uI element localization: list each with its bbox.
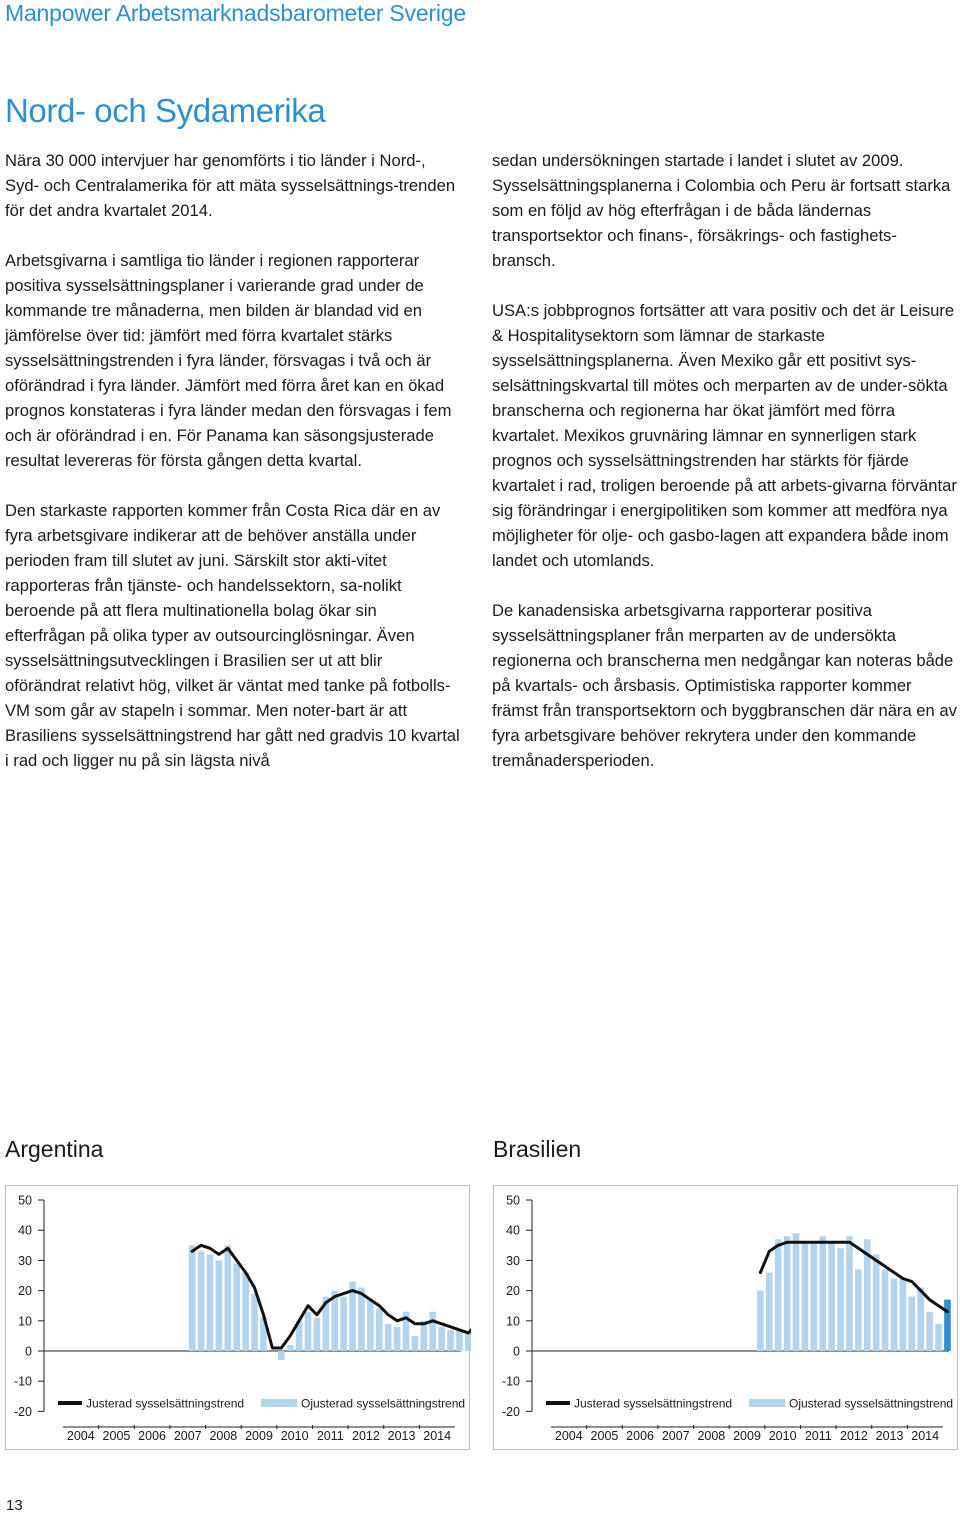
bar — [775, 1239, 782, 1351]
bar — [340, 1297, 347, 1351]
paragraph: Arbetsgivarna i samtliga tio länder i regionen rapporterar positiva sysselsättningsplaner i varierande grad under de kommande tre månaderna, men bilden är blandad vid en jämförelse över tid: jämfört med förra kvartalet stärks sysselsättningstrenden i fyra länder, försvagas i två och är oförändrad i fyra länder. Jämfört med förra året kan en ökad prognos konstateras i fyra länder medan den försvagas i fem och är oförändrad i en. För Panama kan säsongsjusterade resultat levereras för första gången detta kvartal. — [5, 251, 452, 470]
bar — [207, 1254, 214, 1351]
x-tick-label: 2011 — [316, 1429, 344, 1443]
bar — [819, 1236, 826, 1351]
legend-label: Ojusterad sysselsättningstrend — [789, 1396, 954, 1411]
right-text-column — [492, 148, 960, 798]
y-tick-label: 30 — [506, 1253, 520, 1268]
x-tick-label: 2013 — [875, 1429, 904, 1443]
x-tick-label: 2007 — [661, 1429, 690, 1443]
bar — [358, 1288, 365, 1351]
paragraph: De kanadensiska arbetsgivarna rapporterar positiva sysselsättningsplaner från merparten av de undersökta regionerna och branscherna men nedgångar kan noteras både på kvartals- och årsbasis. Optimistiska rapporter kommer främst från transportsektorn och byggbranschen där nära en av fyra arbetsgivare behöver rekrytera under den kommande tremånadersperioden. — [492, 601, 957, 770]
bar — [917, 1288, 924, 1351]
legend-swatch-bar — [261, 1399, 297, 1407]
chart-svg — [6, 1186, 471, 1451]
page-header — [5, 0, 466, 28]
legend-swatch-bar — [749, 1399, 785, 1407]
bar — [198, 1251, 205, 1351]
chart-argentina — [5, 1185, 470, 1450]
bar — [837, 1248, 844, 1351]
x-tick-label: 2014 — [423, 1429, 452, 1443]
header-title: Manpower Arbetsmarknadsbarometer — [5, 0, 384, 26]
bar — [438, 1327, 445, 1351]
x-tick-label: 2006 — [138, 1429, 166, 1443]
bar — [429, 1312, 436, 1351]
x-tick-label: 2011 — [804, 1429, 832, 1443]
bar — [891, 1279, 898, 1351]
bar — [935, 1324, 942, 1351]
bar — [447, 1330, 454, 1351]
y-tick-label: 40 — [506, 1223, 520, 1238]
x-tick-label: 2004 — [66, 1429, 95, 1443]
x-tick-label: 2012 — [840, 1429, 868, 1443]
chart-svg — [494, 1186, 959, 1451]
paragraph: Nära 30 000 intervjuer har genomförts i tio länder i Nord-, Syd- och Centralamerika för att mäta sysselsättnings-trenden för det andra kvartalet 2014. — [5, 151, 456, 220]
x-tick-label: 2005 — [102, 1429, 131, 1443]
bar — [233, 1263, 240, 1351]
bar — [873, 1254, 880, 1351]
bar — [465, 1333, 471, 1351]
bar — [855, 1269, 862, 1351]
chart-title-brasilien: Brasilien — [493, 1136, 582, 1162]
paragraph: Den starkaste rapporten kommer från Costa Rica där en av fyra arbetsgivare indikerar att de behöver anställa under perioden fram till slutet av juni. Särskilt stor akti-vitet rapporteras från tjänste- och handelssektorn, sa-nolikt beroende på att flera multinationella bolag ökar sin efterfrågan på olika typer av outsourcinglösningar. Även sysselsättningsutvecklingen i Brasilien ser ut att blir oförändrat relativt hög, vilket är väntat med tanke på fotbolls-VM som går av stapeln i sommar. Men noter-bart är att Brasiliens sysselsättningstrend har gått ned gradvis 10 kvartal i rad och ligger nu på sin lägsta nivå — [5, 501, 460, 770]
x-tick-label: 2007 — [173, 1429, 202, 1443]
y-tick-label: 50 — [506, 1193, 520, 1208]
x-tick-label: 2008 — [209, 1429, 238, 1443]
paragraph: USA:s jobbprognos fortsätter att vara positiv och det är Leisure & Hospitalitysektorn som lämnar de starkaste sysselsättningsplanerna. Även Mexiko går ett positivt sys-selsättningskvartal till mötes och merparten av de under-sökta branscherna och regionerna har ökat jämfört med förra kvartalet. Mexikos gruvnäring lämnar en synnerligen stark prognos och sysselsättningstrenden har stärkts för fjärde kvartalet i rad, troligen beroende på att arbets-givarna förväntar sig förändringar i energipolitiken som kommer att medföra nya möjligheter för olje- och gasbo-lagen att expandera både inom landet och utomlands. — [492, 301, 957, 570]
bar — [757, 1291, 764, 1351]
bar — [385, 1324, 392, 1351]
bar — [242, 1272, 249, 1351]
x-tick-label: 2012 — [352, 1429, 380, 1443]
bar — [784, 1236, 791, 1351]
bar — [944, 1300, 951, 1351]
bar — [909, 1297, 916, 1351]
bar — [189, 1245, 196, 1351]
legend-label: Ojusterad sysselsättningstrend — [301, 1396, 466, 1411]
x-tick-label: 2014 — [911, 1429, 940, 1443]
bar — [793, 1233, 800, 1351]
bar — [926, 1312, 933, 1351]
bar — [251, 1294, 258, 1351]
y-tick-label: -20 — [13, 1404, 32, 1419]
bar — [828, 1242, 835, 1351]
bar — [456, 1330, 463, 1351]
bar — [376, 1309, 383, 1351]
chart-brasilien — [493, 1185, 958, 1450]
legend-label: Justerad sysselsättningstrend — [574, 1396, 733, 1411]
bar — [314, 1318, 321, 1351]
y-tick-label: 0 — [25, 1344, 32, 1359]
y-tick-label: 20 — [18, 1284, 32, 1299]
header-country: Sverige — [389, 0, 466, 26]
bar — [802, 1242, 809, 1351]
bar — [367, 1300, 374, 1351]
bar — [278, 1351, 285, 1360]
bar — [766, 1272, 773, 1351]
y-tick-label: 0 — [513, 1344, 520, 1359]
bar — [811, 1242, 818, 1351]
paragraph: sedan undersökningen startade i landet i slutet av 2009. Sysselsättningsplanerna i Colombia och Peru är fortsatt starka som en följd av hög efterfrågan i de båda ländernas transportsektor och finans-, försäkrings- och fastighets-bransch. — [492, 151, 951, 270]
x-tick-label: 2010 — [280, 1429, 309, 1443]
x-tick-label: 2009 — [245, 1429, 273, 1443]
bar — [394, 1327, 401, 1351]
section-title: Nord- och Sydamerika — [5, 92, 326, 129]
bar — [882, 1269, 889, 1351]
y-tick-label: 30 — [18, 1253, 32, 1268]
x-tick-label: 2010 — [768, 1429, 797, 1443]
y-tick-label: 10 — [18, 1314, 32, 1329]
y-tick-label: 50 — [18, 1193, 32, 1208]
bar — [225, 1245, 232, 1351]
bar — [287, 1345, 294, 1351]
left-text-column — [5, 148, 461, 798]
page-number: 13 — [6, 1497, 23, 1514]
chart-title-argentina: Argentina — [5, 1136, 104, 1162]
y-tick-label: 20 — [506, 1284, 520, 1299]
y-tick-label: -10 — [501, 1374, 520, 1389]
y-tick-label: -20 — [501, 1404, 520, 1419]
x-tick-label: 2004 — [554, 1429, 583, 1443]
x-tick-label: 2009 — [733, 1429, 761, 1443]
bar — [216, 1260, 223, 1351]
bar — [900, 1279, 907, 1351]
y-tick-label: 10 — [506, 1314, 520, 1329]
bar — [412, 1336, 419, 1351]
bar — [846, 1236, 853, 1351]
y-tick-label: -10 — [13, 1374, 32, 1389]
x-tick-label: 2008 — [697, 1429, 726, 1443]
x-tick-label: 2005 — [590, 1429, 619, 1443]
bar — [421, 1321, 428, 1351]
x-tick-label: 2013 — [387, 1429, 416, 1443]
bar — [305, 1312, 312, 1351]
legend-label: Justerad sysselsättningstrend — [86, 1396, 245, 1411]
x-tick-label: 2006 — [626, 1429, 654, 1443]
y-tick-label: 40 — [18, 1223, 32, 1238]
